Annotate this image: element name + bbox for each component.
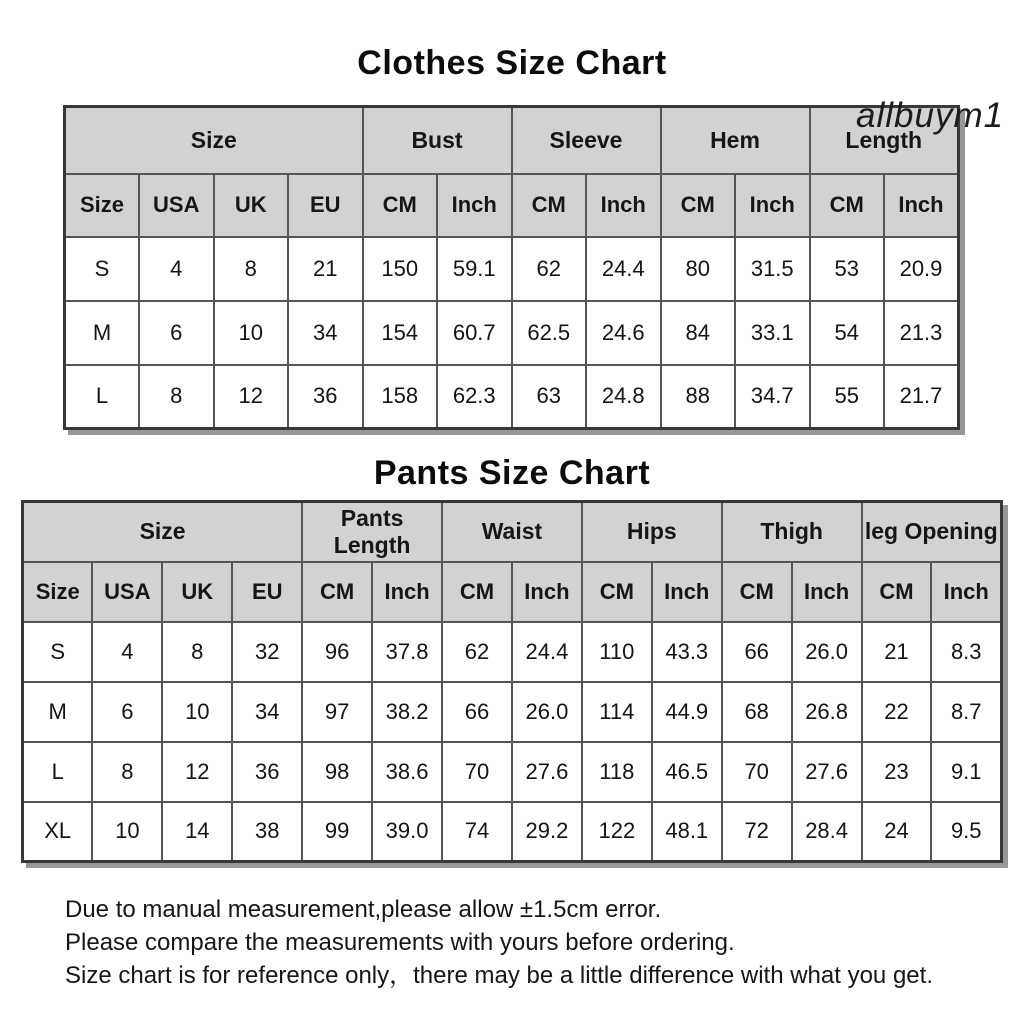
watermark-text: allbuym1	[856, 96, 1005, 135]
column-header-inch: Inch	[931, 562, 1001, 622]
value-cell: 60.7	[437, 301, 512, 365]
column-header-inch: Inch	[512, 562, 582, 622]
value-cell: 21.3	[884, 301, 959, 365]
value-cell: 24.8	[586, 365, 661, 429]
value-cell: 24.4	[512, 622, 582, 682]
value-cell: 9.5	[931, 802, 1001, 862]
column-header-inch: Inch	[652, 562, 722, 622]
value-cell: 22	[862, 682, 932, 742]
value-cell: 150	[363, 237, 438, 301]
column-header-cm: CM	[582, 562, 652, 622]
group-header-waist: Waist	[442, 502, 582, 562]
column-header-uk: UK	[214, 174, 289, 237]
value-cell: 59.1	[437, 237, 512, 301]
table-row	[23, 802, 1002, 862]
value-cell: 70	[442, 742, 512, 802]
value-cell: 84	[661, 301, 736, 365]
value-cell: 26.0	[792, 622, 862, 682]
value-cell: 43.3	[652, 622, 722, 682]
column-header-uk: UK	[162, 562, 232, 622]
value-cell: 88	[661, 365, 736, 429]
value-cell: 122	[582, 802, 652, 862]
value-cell: 8	[92, 742, 162, 802]
value-cell: 10	[214, 301, 289, 365]
size-cell: XL	[23, 802, 93, 862]
value-cell: 62.5	[512, 301, 587, 365]
value-cell: 26.8	[792, 682, 862, 742]
column-header-inch: Inch	[586, 174, 661, 237]
value-cell: 158	[363, 365, 438, 429]
group-header-thigh: Thigh	[722, 502, 862, 562]
value-cell: 29.2	[512, 802, 582, 862]
group-header-size: Size	[65, 107, 363, 174]
value-cell: 12	[214, 365, 289, 429]
table-row	[23, 742, 1002, 802]
clothes-size-table	[63, 105, 960, 430]
value-cell: 4	[92, 622, 162, 682]
pants-size-table	[21, 500, 1003, 863]
value-cell: 62	[442, 622, 512, 682]
value-cell: 98	[302, 742, 372, 802]
column-header-inch: Inch	[884, 174, 959, 237]
notes-block	[65, 893, 933, 992]
value-cell: 53	[810, 237, 885, 301]
value-cell: 36	[232, 742, 302, 802]
column-header-usa: USA	[139, 174, 214, 237]
value-cell: 39.0	[372, 802, 442, 862]
value-cell: 33.1	[735, 301, 810, 365]
value-cell: 21.7	[884, 365, 959, 429]
group-header-leg-opening: leg Opening	[862, 502, 1002, 562]
value-cell: 34	[288, 301, 363, 365]
column-header-cm: CM	[661, 174, 736, 237]
value-cell: 4	[139, 237, 214, 301]
value-cell: 38.6	[372, 742, 442, 802]
group-header-size: Size	[23, 502, 303, 562]
table-row	[65, 237, 959, 301]
column-header-inch: Inch	[735, 174, 810, 237]
value-cell: 62	[512, 237, 587, 301]
table-row	[23, 682, 1002, 742]
value-cell: 8.3	[931, 622, 1001, 682]
value-cell: 110	[582, 622, 652, 682]
value-cell: 48.1	[652, 802, 722, 862]
value-cell: 72	[722, 802, 792, 862]
size-cell: S	[23, 622, 93, 682]
value-cell: 26.0	[512, 682, 582, 742]
value-cell: 63	[512, 365, 587, 429]
value-cell: 9.1	[931, 742, 1001, 802]
value-cell: 38	[232, 802, 302, 862]
value-cell: 44.9	[652, 682, 722, 742]
value-cell: 54	[810, 301, 885, 365]
size-cell: S	[65, 237, 140, 301]
value-cell: 21	[862, 622, 932, 682]
column-header-cm: CM	[442, 562, 512, 622]
size-cell: M	[65, 301, 140, 365]
column-header-cm: CM	[302, 562, 372, 622]
group-header-bust: Bust	[363, 107, 512, 174]
value-cell: 74	[442, 802, 512, 862]
group-header-hips: Hips	[582, 502, 722, 562]
value-cell: 8	[162, 622, 232, 682]
value-cell: 96	[302, 622, 372, 682]
value-cell: 8	[139, 365, 214, 429]
column-header-size: Size	[65, 174, 140, 237]
value-cell: 31.5	[735, 237, 810, 301]
value-cell: 8	[214, 237, 289, 301]
clothes-chart-title: Clothes Size Chart	[357, 44, 667, 82]
value-cell: 68	[722, 682, 792, 742]
value-cell: 36	[288, 365, 363, 429]
value-cell: 99	[302, 802, 372, 862]
column-header-eu: EU	[232, 562, 302, 622]
size-cell: L	[65, 365, 140, 429]
column-header-inch: Inch	[372, 562, 442, 622]
value-cell: 154	[363, 301, 438, 365]
column-header-cm: CM	[512, 174, 587, 237]
size-cell: M	[23, 682, 93, 742]
value-cell: 62.3	[437, 365, 512, 429]
value-cell: 12	[162, 742, 232, 802]
value-cell: 14	[162, 802, 232, 862]
value-cell: 23	[862, 742, 932, 802]
value-cell: 27.6	[792, 742, 862, 802]
value-cell: 97	[302, 682, 372, 742]
value-cell: 27.6	[512, 742, 582, 802]
value-cell: 34	[232, 682, 302, 742]
column-header-usa: USA	[92, 562, 162, 622]
value-cell: 46.5	[652, 742, 722, 802]
value-cell: 80	[661, 237, 736, 301]
value-cell: 66	[722, 622, 792, 682]
table-row	[23, 622, 1002, 682]
value-cell: 24	[862, 802, 932, 862]
column-header-inch: Inch	[792, 562, 862, 622]
column-header-inch: Inch	[437, 174, 512, 237]
value-cell: 55	[810, 365, 885, 429]
column-header-cm: CM	[722, 562, 792, 622]
column-header-cm: CM	[363, 174, 438, 237]
group-header-row	[23, 502, 1002, 562]
value-cell: 10	[162, 682, 232, 742]
column-header-eu: EU	[288, 174, 363, 237]
value-cell: 32	[232, 622, 302, 682]
value-cell: 21	[288, 237, 363, 301]
value-cell: 6	[139, 301, 214, 365]
value-cell: 66	[442, 682, 512, 742]
note-line: Please compare the measurements with yours before ordering.	[65, 929, 735, 956]
value-cell: 28.4	[792, 802, 862, 862]
value-cell: 70	[722, 742, 792, 802]
table-row	[65, 365, 959, 429]
value-cell: 114	[582, 682, 652, 742]
value-cell: 24.6	[586, 301, 661, 365]
value-cell: 118	[582, 742, 652, 802]
note-line: Due to manual measurement,please allow ±1.5cm error.	[65, 896, 662, 923]
value-cell: 37.8	[372, 622, 442, 682]
value-cell: 34.7	[735, 365, 810, 429]
pants-chart-title: Pants Size Chart	[373, 454, 651, 492]
value-cell: 38.2	[372, 682, 442, 742]
value-cell: 8.7	[931, 682, 1001, 742]
column-header-cm: CM	[810, 174, 885, 237]
group-header-sleeve: Sleeve	[512, 107, 661, 174]
group-header-length: Length	[810, 107, 959, 174]
table-row	[65, 301, 959, 365]
value-cell: 24.4	[586, 237, 661, 301]
value-cell: 6	[92, 682, 162, 742]
value-cell: 20.9	[884, 237, 959, 301]
column-header-row	[23, 562, 1002, 622]
group-header-row	[65, 107, 959, 174]
value-cell: 10	[92, 802, 162, 862]
column-header-size: Size	[23, 562, 93, 622]
column-header-row	[65, 174, 959, 237]
size-cell: L	[23, 742, 93, 802]
group-header-hem: Hem	[661, 107, 810, 174]
note-line: Size chart is for reference only，there may be a little difference with what you get.	[65, 962, 933, 989]
group-header-pants-length: Pants Length	[302, 502, 442, 562]
column-header-cm: CM	[862, 562, 932, 622]
